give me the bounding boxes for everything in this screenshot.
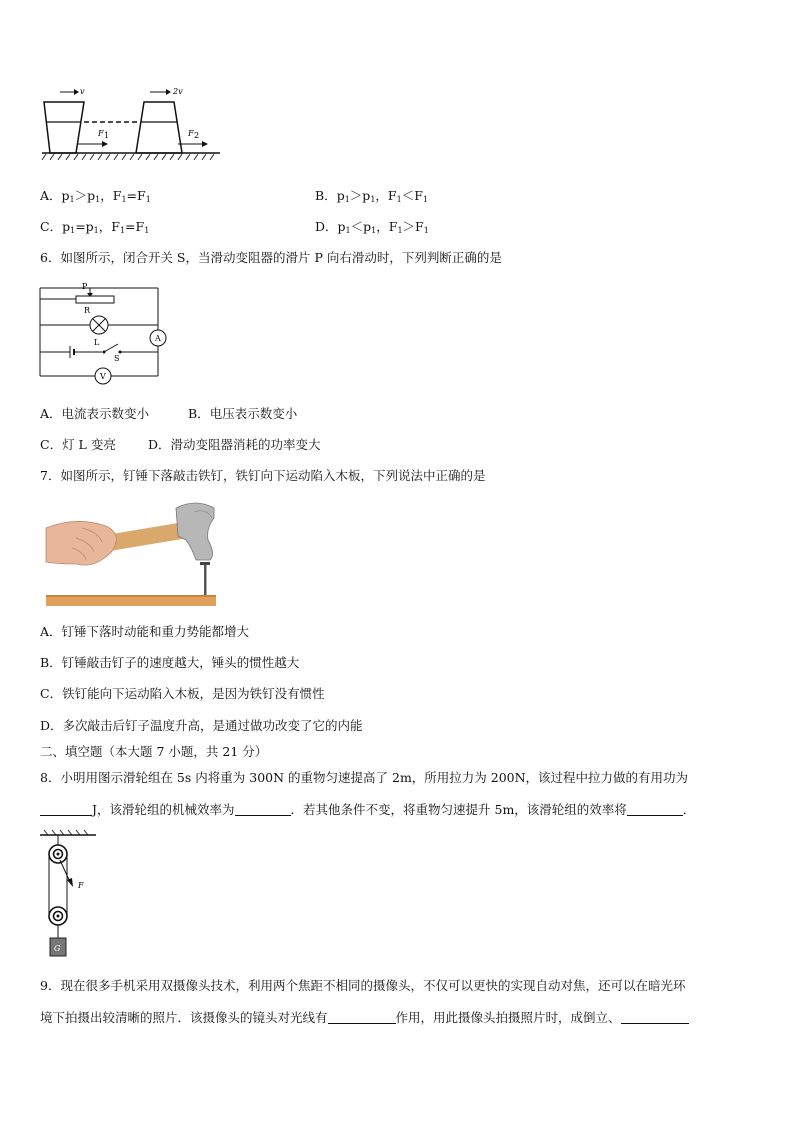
q6-l-label: L xyxy=(94,338,100,347)
q5-option-c: C．$p_1=p_1$，$F_1=F_1$ xyxy=(40,219,150,235)
section-heading-fill-in: 二、填空题（本大题 7 小题，共 21 分） xyxy=(40,744,268,759)
q8-blank-1[interactable] xyxy=(40,803,92,816)
q8-line-1: 8．小明用图示滑轮组在 5s 内将重为 300N 的重物匀速提高了 2m，所用拉力为 200N，该过程中拉力做的有用功为 xyxy=(40,770,689,785)
q8-pulley-figure xyxy=(38,830,102,962)
q6-option-a: A．电流表示数变小 xyxy=(40,406,150,421)
q6-circuit-figure xyxy=(36,280,172,386)
q9-line-2: 境下拍摄出较清晰的照片．该摄像头的镜头对光线有 作用，用此摄像头拍摄照片时，成倒立、 xyxy=(40,1010,689,1026)
q6-option-d: D．滑动变阻器消耗的功率变大 xyxy=(148,437,321,452)
q5-option-a: A．$p_1>p_1$，$F_1=F_1$ xyxy=(40,188,151,204)
q6-r-label: R xyxy=(84,306,91,315)
q7-hammer-figure xyxy=(46,498,218,610)
q5-option-d: D．$p_1<p_1$，$F_1>F_1$ xyxy=(315,219,429,235)
q5-f2-sub: 2 xyxy=(194,131,200,140)
q7-option-a: A．钉锤下落时动能和重力势能都增大 xyxy=(40,624,250,639)
q6-s-label: S xyxy=(114,354,120,363)
q6-option-c: C．灯 L 变亮 xyxy=(40,437,116,452)
q6-option-b: B．电压表示数变小 xyxy=(188,406,298,421)
q9-blank-2[interactable] xyxy=(621,1011,689,1024)
q7-option-d: D．多次敲击后钉子温度升高，是通过做功改变了它的内能 xyxy=(40,718,363,733)
q7-option-c: C．铁钉能向下运动陷入木板，是因为铁钉没有惯性 xyxy=(40,686,325,701)
q8-g-label: G xyxy=(54,944,61,953)
q6-p-label: P xyxy=(82,282,88,291)
q5-option-b: B．$p_1>p_1$，$F_1<F_1$ xyxy=(315,188,428,204)
q8-blank-3[interactable] xyxy=(627,803,683,816)
q8-blank-2[interactable] xyxy=(235,803,291,816)
q6-v-label: V xyxy=(100,372,106,381)
q5-figure xyxy=(38,84,228,164)
q5-f1-label: F xyxy=(98,129,104,138)
q9-blank-1[interactable] xyxy=(328,1011,396,1024)
q5-2v-label: 2v xyxy=(173,87,183,96)
q6-stem: 6．如图所示，闭合开关 S，当滑动变阻器的滑片 P 向右滑动时，下列判断正确的是 xyxy=(40,250,502,265)
q6-a-label: A xyxy=(155,334,161,343)
q8-line-2: J，该滑轮组的机械效率为 ．若其他条件不变，将重物匀速提升 5m，该滑轮组的效率将 ． xyxy=(40,802,695,818)
q5-f2-label: F xyxy=(188,129,194,138)
q8-f-label: F xyxy=(78,881,84,890)
q9-line-1: 9．现在很多手机采用双摄像头技术，利用两个焦距不相同的摄像头，不仅可以更快的实现自动对焦，还可以在暗光环 xyxy=(40,978,686,993)
q7-option-b: B．钉锤敲击钉子的速度越大，锤头的惯性越大 xyxy=(40,655,300,670)
q5-v-label: v xyxy=(80,87,85,96)
q5-f1-sub: 1 xyxy=(104,131,110,140)
q7-stem: 7．如图所示，钉锤下落敲击铁钉，铁钉向下运动陷入木板，下列说法中正确的是 xyxy=(40,468,486,483)
